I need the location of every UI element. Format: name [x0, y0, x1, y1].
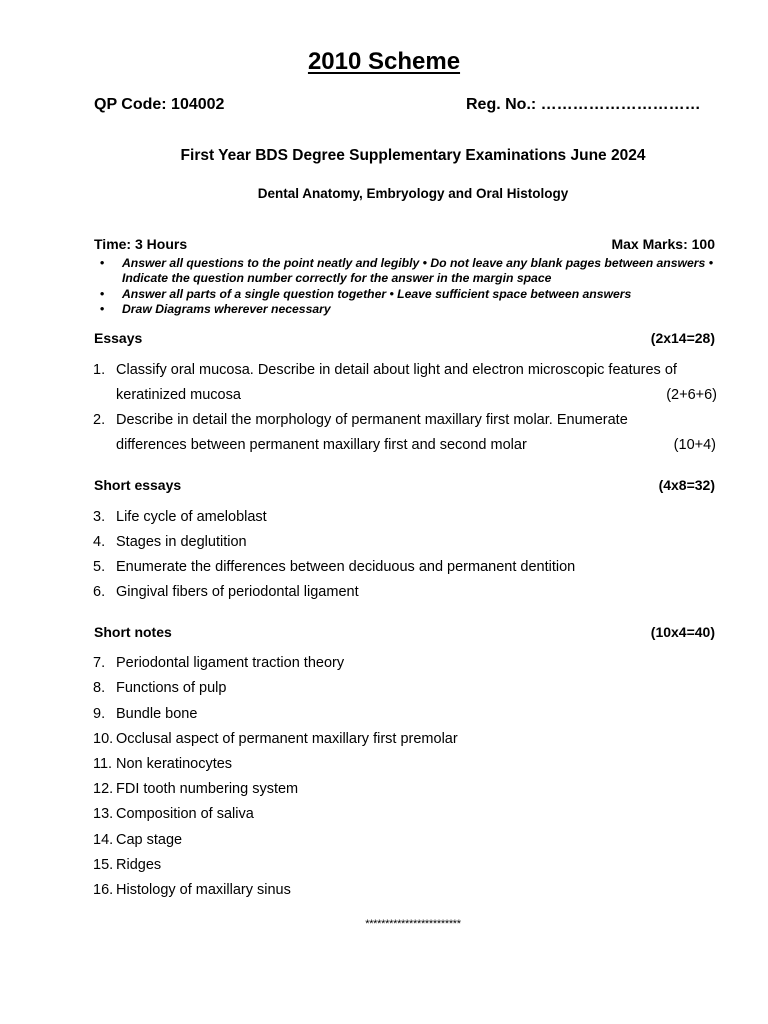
time-duration: Time: 3 Hours — [94, 236, 188, 252]
exam-title: First Year BDS Degree Supplementary Examinations June 2024 — [180, 147, 646, 164]
question-text: keratinized mucosa — [116, 387, 241, 403]
question-4 — [93, 534, 718, 550]
question-8 — [93, 680, 718, 696]
max-marks: Max Marks: 100 — [611, 236, 715, 252]
short-essays-marks: (4x8=32) — [658, 477, 715, 493]
question-number: 16. — [93, 882, 114, 898]
question-marks: (10+4) — [673, 437, 716, 453]
question-number: 15. — [93, 857, 114, 873]
reg-no: Reg. No.: ………………………… — [466, 96, 701, 113]
question-11 — [93, 756, 718, 772]
end-of-paper-stars: ************************ — [365, 918, 461, 930]
instruction-text: Draw Diagrams wherever necessary — [122, 301, 331, 316]
question-text: Stages in deglutition — [116, 534, 247, 550]
instruction-item — [100, 286, 722, 302]
question-number: 3. — [93, 509, 106, 525]
essays-heading: Essays — [94, 330, 143, 346]
question-text: Gingival fibers of periodontal ligament — [116, 584, 359, 600]
short-notes-heading: Short notes — [94, 624, 172, 640]
question-number: 14. — [93, 832, 114, 848]
instruction-item — [100, 256, 722, 287]
question-2-continued — [116, 437, 717, 453]
instructions-list — [100, 256, 722, 317]
question-9 — [93, 706, 718, 722]
question-text: Periodontal ligament traction theory — [116, 655, 345, 671]
essays-marks: (2x14=28) — [650, 330, 715, 346]
question-number: 9. — [93, 706, 106, 722]
question-16 — [93, 882, 718, 898]
question-text: differences between permanent maxillary first and second molar — [116, 437, 527, 453]
question-14 — [93, 832, 718, 848]
question-number: 13. — [93, 806, 114, 822]
question-1 — [93, 362, 718, 378]
bullet-icon: • — [100, 301, 105, 316]
question-number: 8. — [93, 680, 106, 696]
question-12 — [93, 781, 718, 797]
scheme-title: 2010 Scheme — [307, 48, 461, 75]
instruction-text: Answer all parts of a single question together • Leave sufficient space between answers — [122, 286, 632, 301]
question-text: Describe in detail the morphology of permanent maxillary first molar. Enumerate — [116, 412, 628, 428]
question-number: 1. — [93, 362, 106, 378]
question-7 — [93, 655, 718, 671]
qp-code: QP Code: 104002 — [94, 96, 225, 113]
question-text: Composition of saliva — [116, 806, 254, 822]
question-number: 7. — [93, 655, 106, 671]
question-15 — [93, 857, 718, 873]
subject-title: Dental Anatomy, Embryology and Oral Histology — [257, 186, 569, 201]
question-text: Occlusal aspect of permanent maxillary first premolar — [116, 731, 458, 747]
question-2 — [93, 412, 718, 428]
question-text: Bundle bone — [116, 706, 198, 722]
question-text: Ridges — [116, 857, 162, 873]
question-number: 6. — [93, 584, 106, 600]
instruction-item — [100, 301, 722, 317]
short-essays-heading: Short essays — [94, 477, 182, 493]
question-number: 5. — [93, 559, 106, 575]
question-text: Non keratinocytes — [116, 756, 233, 772]
question-5 — [93, 559, 718, 575]
question-number: 4. — [93, 534, 106, 550]
question-number: 11. — [93, 756, 113, 772]
question-text: Cap stage — [116, 832, 183, 848]
question-3 — [93, 509, 718, 525]
question-text: Life cycle of ameloblast — [116, 509, 267, 525]
short-notes-marks: (10x4=40) — [650, 624, 715, 640]
question-text: Classify oral mucosa. Describe in detail about light and electron microscopic features of — [116, 362, 677, 378]
question-10 — [93, 731, 718, 747]
question-6 — [93, 584, 718, 600]
bullet-icon: • — [100, 256, 105, 270]
question-number: 10. — [93, 731, 114, 747]
question-text: Enumerate the differences between deciduous and permanent dentition — [116, 559, 576, 575]
question-text: Histology of maxillary sinus — [116, 882, 291, 898]
question-number: 12. — [93, 781, 114, 797]
question-text: FDI tooth numbering system — [116, 781, 299, 797]
question-text: Functions of pulp — [116, 680, 227, 696]
question-1-continued — [116, 387, 717, 403]
instruction-text: Answer all questions to the point neatly and legibly • Do not leave any blank pages between answers • Indicate the question number correctly for the answer in the margin space — [122, 256, 713, 286]
bullet-icon: • — [100, 286, 105, 301]
question-marks: (2+6+6) — [666, 387, 717, 403]
question-number: 2. — [93, 412, 106, 428]
question-13 — [93, 806, 718, 822]
